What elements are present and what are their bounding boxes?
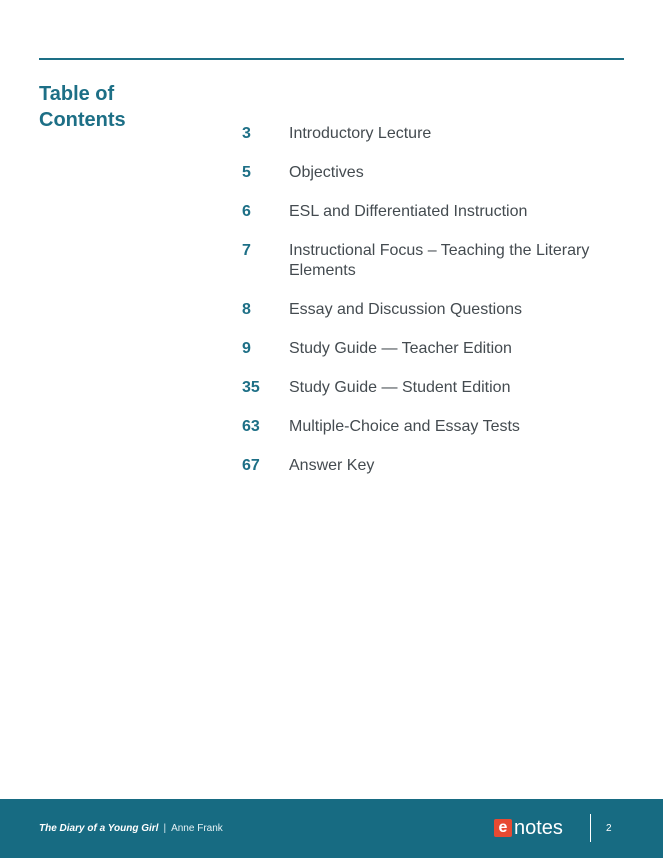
toc-page-number: 3 [242, 125, 251, 142]
toc-entry-title: Introductory Lecture [289, 125, 432, 142]
toc-entry-title: Essay and Discussion Questions [289, 301, 522, 318]
heading-line-2: Contents [39, 109, 126, 131]
toc-entry-title: Multiple-Choice and Essay Tests [289, 418, 520, 435]
enotes-logo [494, 817, 563, 839]
toc-item[interactable] [242, 378, 622, 398]
enotes-logo-e-icon: e [494, 819, 512, 837]
toc-page-number: 9 [242, 340, 251, 357]
toc-entry-title: Objectives [289, 164, 364, 181]
toc-page-number: 35 [242, 379, 260, 396]
table-of-contents-heading [39, 81, 179, 133]
toc-page-number: 5 [242, 164, 251, 181]
heading-line-1: Table of [39, 83, 115, 105]
top-divider [39, 58, 624, 60]
toc-item[interactable] [242, 456, 622, 476]
toc-page-number: 7 [242, 242, 251, 259]
toc-item[interactable] [242, 300, 622, 320]
toc-page-number: 67 [242, 457, 260, 474]
page-footer [0, 799, 663, 858]
toc-item[interactable] [242, 202, 622, 222]
footer-book-title: The Diary of a Young Girl [39, 823, 159, 834]
footer-author: Anne Frank [171, 823, 223, 834]
toc-page-number: 8 [242, 301, 251, 318]
toc-page-number: 63 [242, 418, 260, 435]
toc-entry-title: Study Guide — Student Edition [289, 379, 511, 396]
toc-entry-title: Study Guide — Teacher Edition [289, 340, 512, 357]
toc-entry-title: Instructional Focus – Teaching the Literary Elements [289, 242, 590, 279]
footer-credit [39, 822, 223, 836]
toc-item[interactable] [242, 163, 622, 183]
toc-item[interactable] [242, 241, 622, 281]
footer-divider [590, 814, 591, 842]
toc-entry-title: ESL and Differentiated Instruction [289, 203, 528, 220]
toc-item[interactable] [242, 417, 622, 437]
toc-page-number: 6 [242, 203, 251, 220]
enotes-logo-word: notes [514, 817, 563, 839]
page-number: 2 [606, 823, 612, 834]
table-of-contents-list [242, 124, 622, 495]
toc-entry-title: Answer Key [289, 457, 375, 474]
toc-item[interactable] [242, 124, 622, 144]
toc-item[interactable] [242, 339, 622, 359]
footer-separator: | [163, 823, 167, 834]
